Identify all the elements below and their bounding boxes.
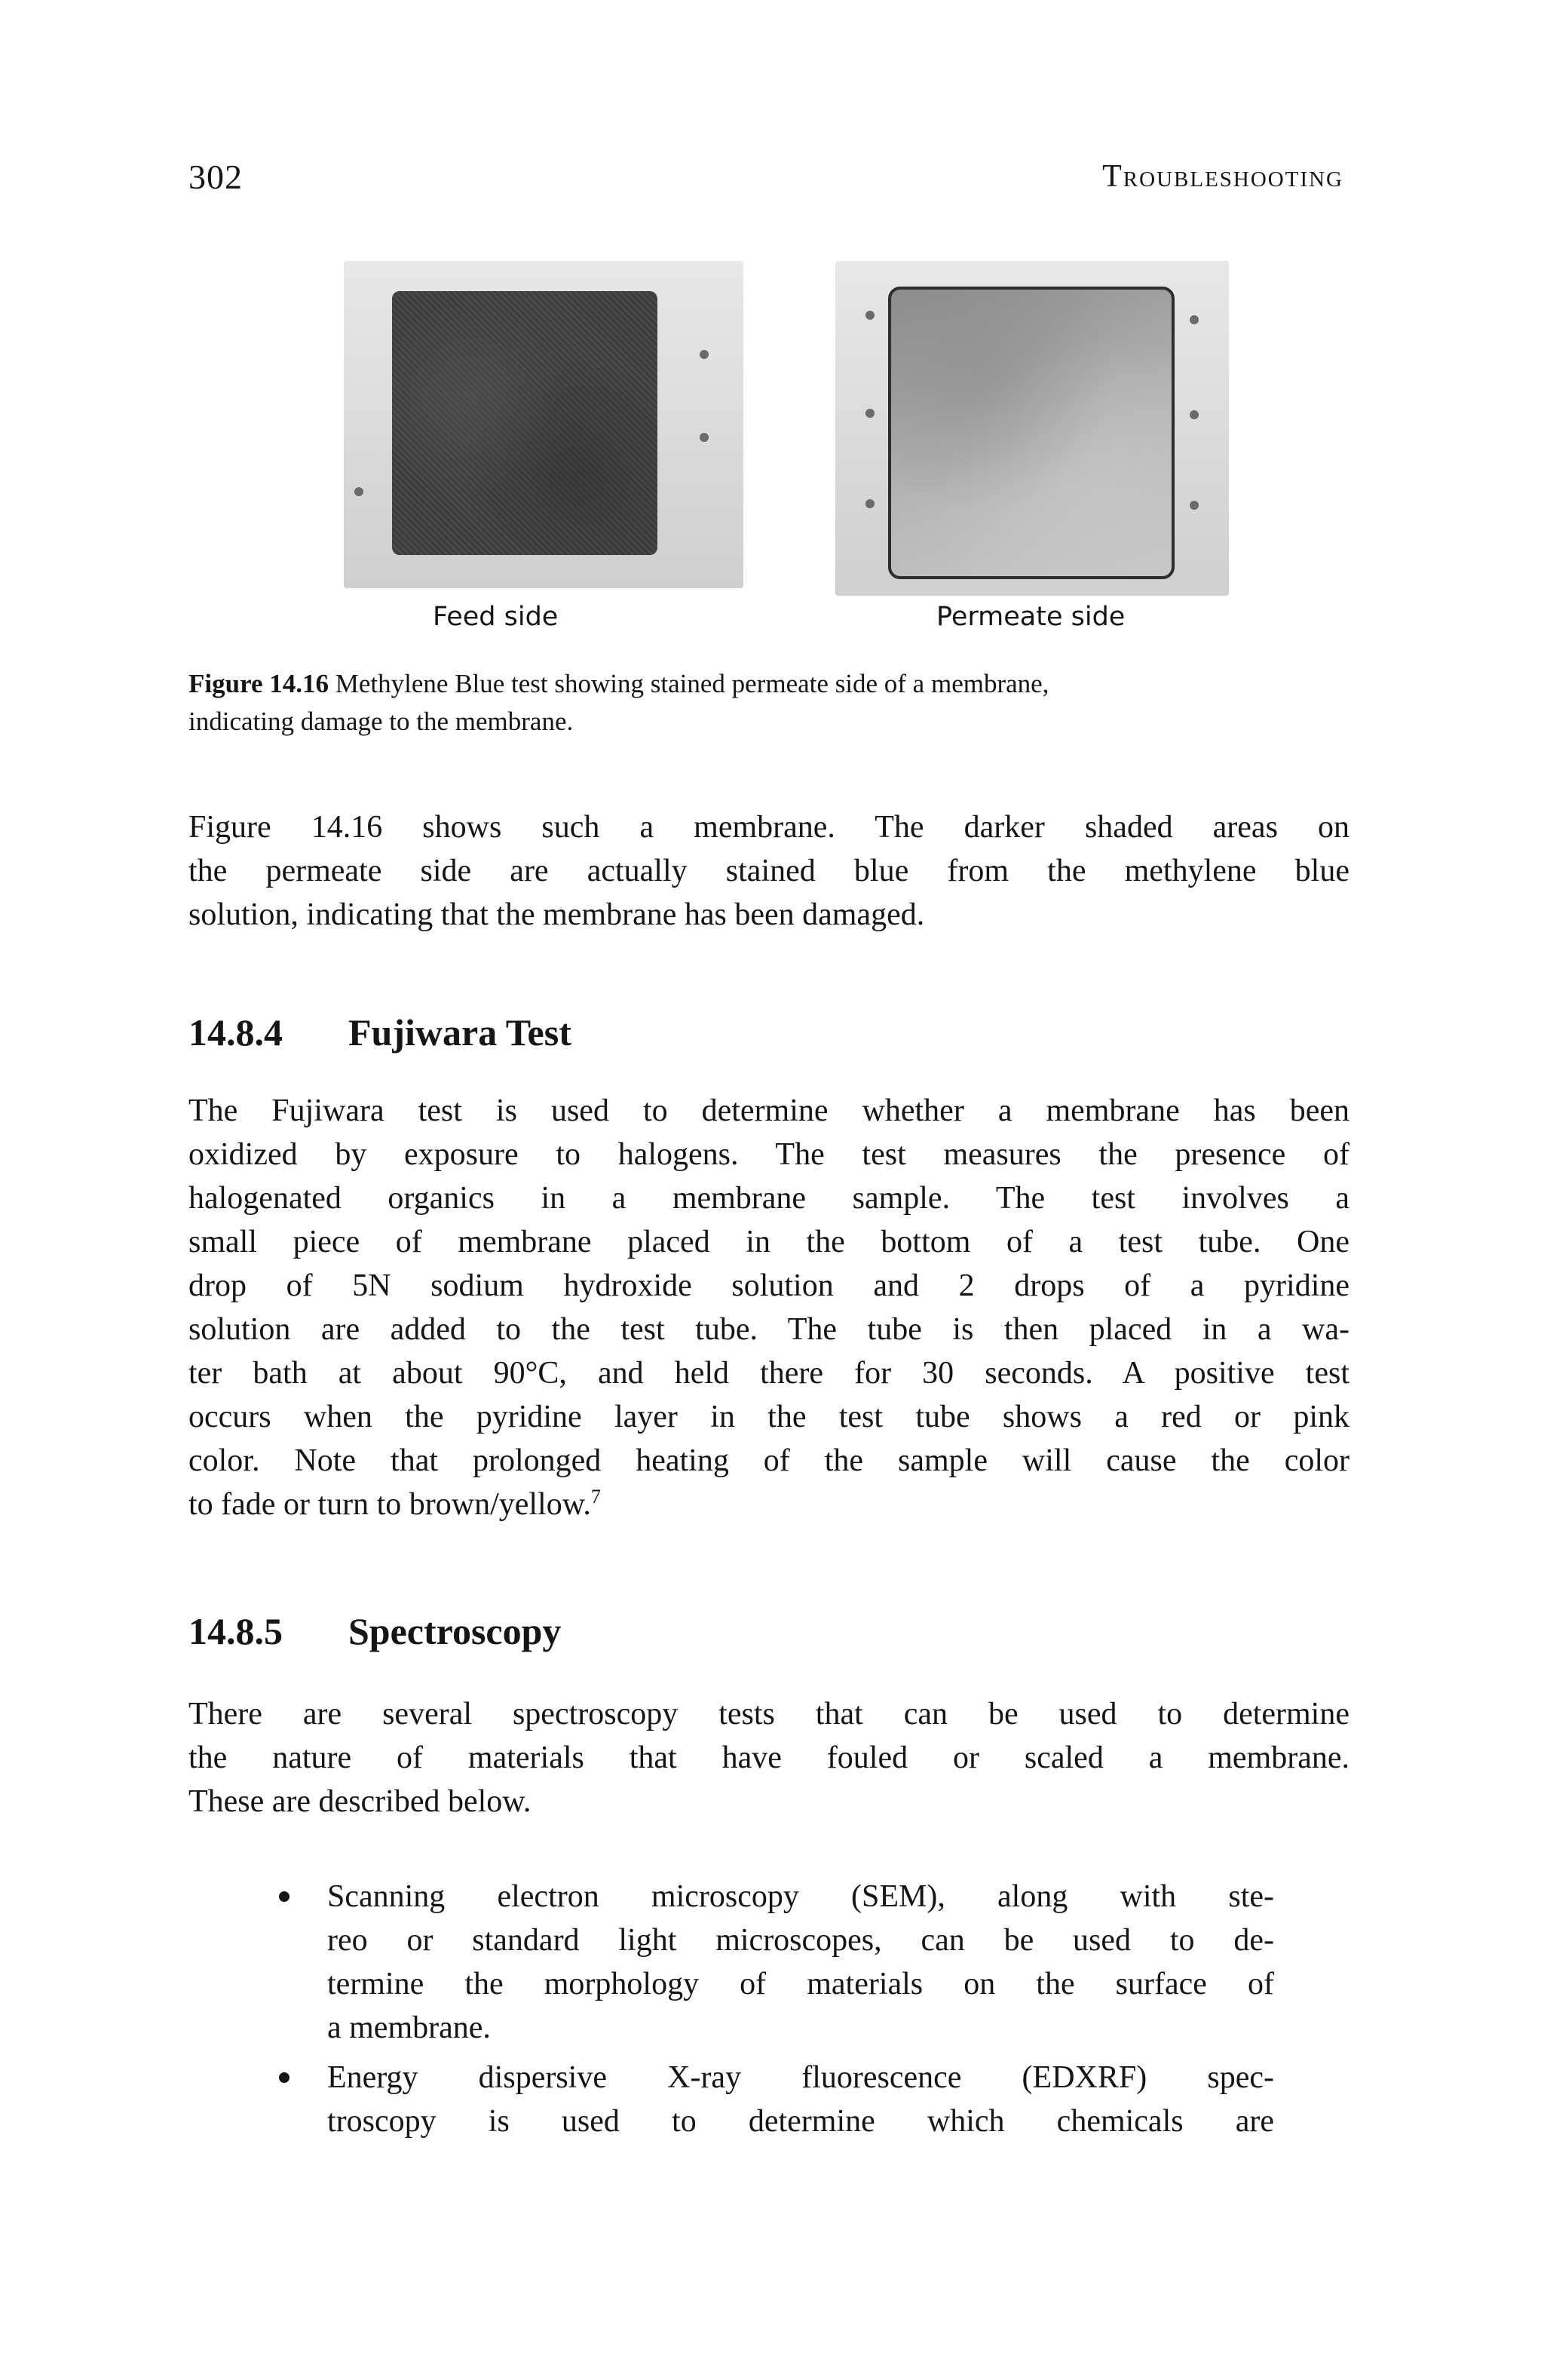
text-line: There are several spectroscopy tests that can be used to determine (188, 1697, 1349, 1731)
text-line: Energy dispersive X-ray fluorescence (EDXRF) spec- (327, 2060, 1274, 2095)
section-heading-spectroscopy (188, 1609, 561, 1653)
section-heading-fujiwara (188, 1011, 571, 1054)
page-number: 302 (188, 158, 243, 196)
section-title: Spectroscopy (348, 1610, 562, 1652)
text-line: drop of 5N sodium hydroxide solution and 2 drops of a pyridine (188, 1268, 1349, 1303)
paragraph-fujiwara (188, 1089, 1349, 1526)
text-line: a membrane. (327, 2010, 491, 2045)
running-head: Troubleshooting (1102, 159, 1343, 194)
text-line: Scanning electron microscopy (SEM), along with ste- (327, 1879, 1274, 1914)
bullet-icon (279, 2072, 290, 2083)
list-item (279, 1875, 1274, 2050)
text-line: ter bath at about 90°C, and held there for 30 seconds. A positive test (188, 1356, 1349, 1391)
text-line: solution are added to the test tube. The tube is then placed in a wa- (188, 1312, 1349, 1347)
text-line: solution, indicating that the membrane has been damaged. (188, 897, 925, 932)
permeate-side-label: Permeate side (936, 602, 1126, 632)
text-line: small piece of membrane placed in the bottom of a test tube. One (188, 1225, 1349, 1259)
footnote-ref: 7 (590, 1486, 601, 1507)
list-item (279, 2056, 1274, 2143)
text-line: to fade or turn to brown/yellow.$^7$ (188, 1486, 601, 1522)
section-number: 14.8.5 (188, 1610, 283, 1652)
figure-caption (188, 665, 1349, 741)
bullet-list (279, 1875, 1274, 2143)
paragraph-figure-reference (188, 805, 1349, 937)
text-line: termine the morphology of materials on the surface of (327, 1967, 1274, 2001)
bullet-icon (279, 1891, 290, 1902)
text-line: Figure 14.16 shows such a membrane. The darker shaded areas on (188, 810, 1349, 845)
paragraph-spectroscopy (188, 1692, 1349, 1823)
text-line: occurs when the pyridine layer in the test tube shows a red or pink (188, 1400, 1349, 1434)
feed-side-label: Feed side (433, 602, 559, 632)
text-line: the nature of materials that have fouled or scaled a membrane. (188, 1741, 1349, 1775)
figure-caption-text-1: Methylene Blue test showing stained permeate side of a membrane, (335, 669, 1049, 698)
text-line: reo or standard light microscopes, can be used to de- (327, 1923, 1274, 1958)
text-line: troscopy is used to determine which chemicals are (327, 2104, 1274, 2139)
text-line: These are described below. (188, 1784, 532, 1819)
text-line: The Fujiwara test is used to determine whether a membrane has been (188, 1093, 1349, 1128)
section-title: Fujiwara Test (348, 1011, 571, 1054)
text-line: color. Note that prolonged heating of the sample will cause the color (188, 1443, 1349, 1478)
section-number: 14.8.4 (188, 1011, 283, 1054)
text-line: the permeate side are actually stained blue from the methylene blue (188, 854, 1349, 888)
text-line: oxidized by exposure to halogens. The test measures the presence of (188, 1137, 1349, 1172)
figure-caption-text-2: indicating damage to the membrane. (188, 707, 574, 736)
permeate-side-photo (835, 261, 1229, 596)
figure-caption-label: Figure 14.16 (188, 669, 329, 698)
text-line: halogenated organics in a membrane sample. The test involves a (188, 1181, 1349, 1216)
feed-side-photo (344, 261, 743, 588)
